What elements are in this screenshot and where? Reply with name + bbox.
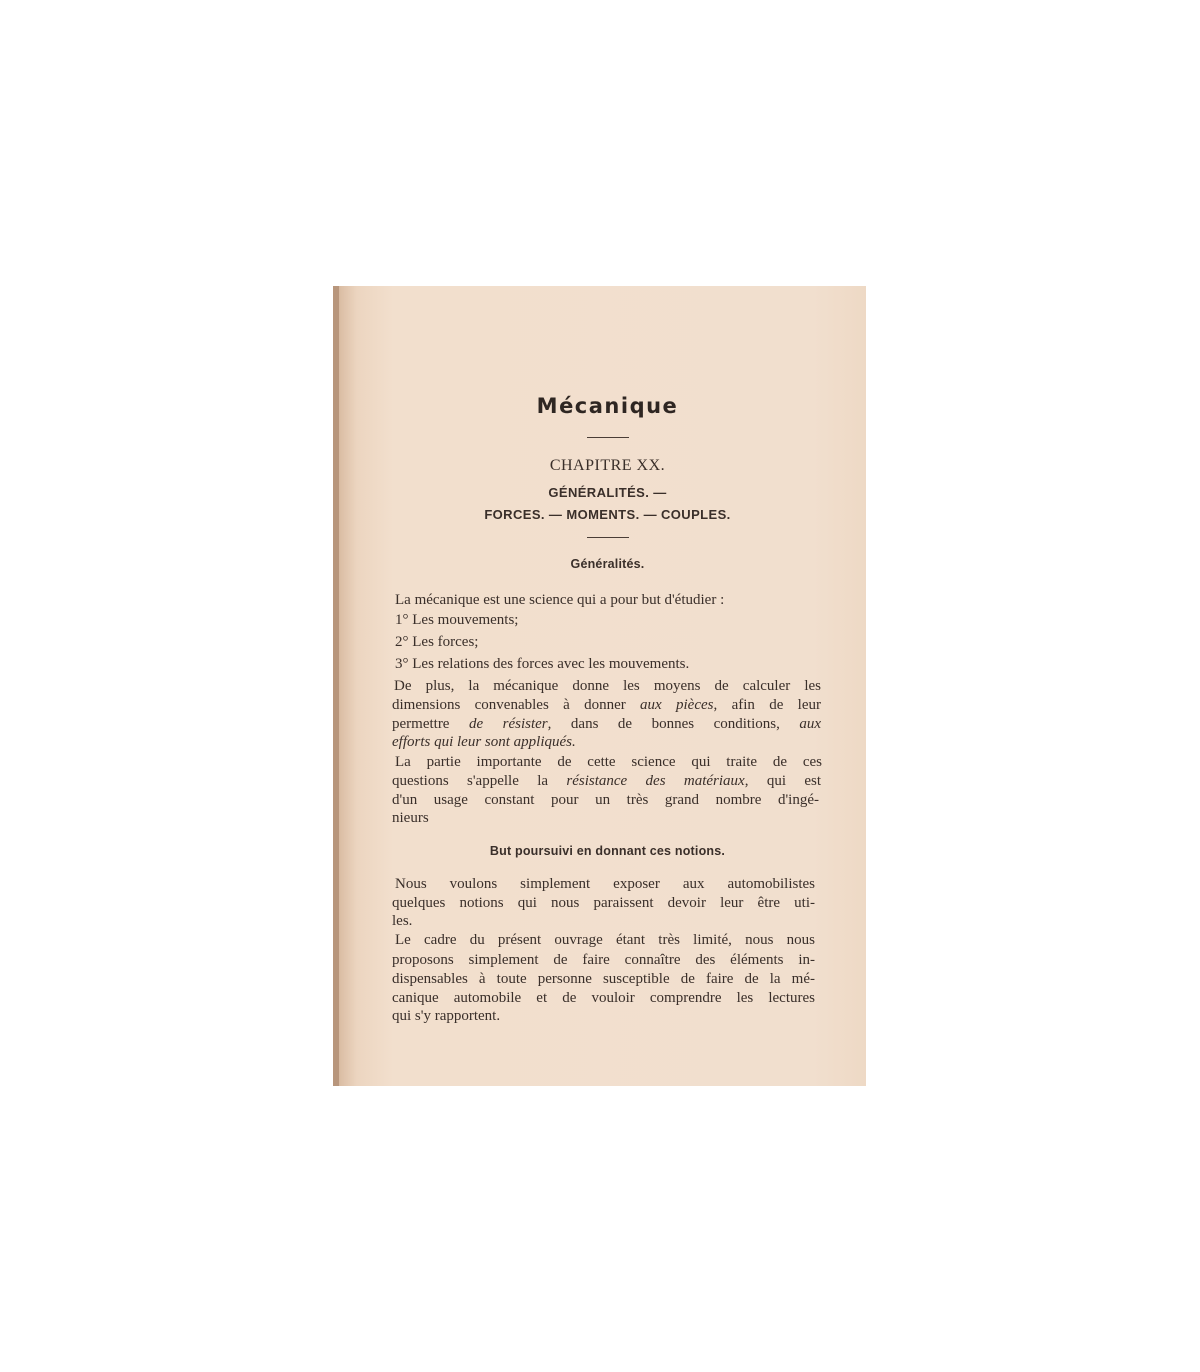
paragraph-line: Nous voulons simplement exposer aux automobilistes bbox=[395, 876, 815, 892]
paragraph-line: efforts qui leur sont appliqués. bbox=[392, 734, 576, 750]
paragraph-line bbox=[392, 696, 821, 715]
section-heading-but-poursuivi: But poursuivi en donnant ces notions. bbox=[489, 844, 726, 858]
paragraph-line: nieurs bbox=[392, 810, 429, 826]
page-binding-edge bbox=[333, 286, 339, 1086]
chapter-subtitle-line1: GÉNÉRALITÉS. — bbox=[548, 485, 667, 500]
paragraph-line: qui s'y rapportent. bbox=[392, 1008, 501, 1024]
italic-text-run: résistance des matériaux bbox=[566, 773, 745, 789]
text-run: dimensions convenables à donner bbox=[392, 697, 641, 713]
paragraph-line: quelques notions qui nous paraissent devoir leur être uti- bbox=[392, 895, 815, 911]
italic-text-run: aux bbox=[799, 716, 821, 732]
list-item: 1° Les mouvements; bbox=[395, 612, 519, 628]
chapter-heading: CHAPITRE XX. bbox=[549, 457, 666, 474]
chapter-subtitle-line2: FORCES. — MOMENTS. — COUPLES. bbox=[484, 507, 731, 522]
paragraph-line: La mécanique est une science qui a pour but d'étudier : bbox=[395, 592, 725, 608]
italic-text-run: aux pièces bbox=[640, 697, 714, 713]
page-title: Mécanique bbox=[536, 394, 679, 418]
paragraph-line: De plus, la mécanique donne les moyens de calculer les bbox=[394, 678, 821, 694]
paragraph-line bbox=[392, 772, 821, 791]
italic-text-run: de résister bbox=[468, 716, 548, 732]
title-rule bbox=[587, 437, 629, 438]
paragraph-line: dispensables à toute personne susceptible de faire de la mé- bbox=[392, 971, 815, 987]
text-run: , dans de bonnes conditions, bbox=[547, 716, 800, 732]
book-page bbox=[333, 286, 866, 1086]
paragraph-line: proposons simplement de faire connaître des éléments in- bbox=[392, 952, 815, 968]
paragraph-line: Le cadre du présent ouvrage étant très limité, nous nous bbox=[395, 932, 815, 948]
list-item: 3° Les relations des forces avec les mouvements. bbox=[395, 656, 690, 672]
paragraph-line bbox=[392, 715, 821, 734]
list-item: 2° Les forces; bbox=[395, 634, 479, 650]
text-run: permettre bbox=[392, 716, 469, 732]
text-run: questions s'appelle la bbox=[392, 773, 567, 789]
chapter-rule bbox=[587, 537, 629, 538]
text-run: , qui est bbox=[744, 773, 821, 789]
paragraph-line: canique automobile et de vouloir comprendre les lectures bbox=[392, 990, 815, 1006]
paragraph-line: les. bbox=[392, 913, 413, 929]
paragraph-line: d'un usage constant pour un très grand nombre d'ingé- bbox=[392, 792, 819, 808]
section-heading-generalites: Généralités. bbox=[570, 557, 645, 571]
text-run: , afin de leur bbox=[713, 697, 821, 713]
paragraph-line: La partie importante de cette science qui traite de ces bbox=[395, 754, 822, 770]
